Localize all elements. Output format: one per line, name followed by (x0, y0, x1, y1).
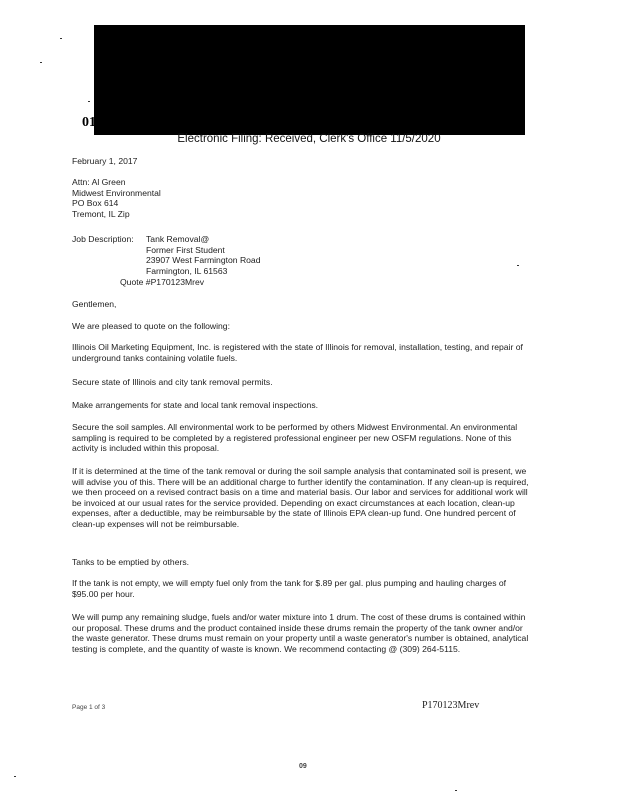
paragraph-tanks-emptied: Tanks to be emptied by others. (72, 557, 190, 567)
recipient-line: Tremont, IL Zip (72, 208, 130, 219)
job-line: 23907 West Farmington Road (146, 255, 261, 266)
page-label: Page 1 of 3 (72, 704, 106, 711)
redaction-block (94, 25, 525, 135)
edge-text: 01 (82, 115, 96, 130)
recipient-line: Midwest Environmental (72, 187, 161, 198)
scan-speck (455, 790, 457, 791)
quote-line: Quote #P170123Mrev (120, 277, 205, 287)
paragraph-drums: We will pump any remaining sludge, fuels and/or water mixture into 1 drum. The cost of these drums is contained within our proposal. These drums and the product contained inside these drums remain the property of the tank owner and/or the waste generator. These drums must remain on your property until a waste generator's number is obtained, analytical testing is complete, and the quantity of waste is known. We recommend contacting @ (309) 264-5115. (72, 612, 529, 654)
scan-speck (14, 776, 16, 777)
paragraph-inspections: Make arrangements for state and local tank removal inspections. (72, 400, 319, 410)
job-line: Farmington, IL 61563 (146, 265, 228, 276)
job-line: Former First Student (146, 244, 225, 255)
recipient-line: Attn: Al Green (72, 177, 126, 187)
paragraph-registration: Illinois Oil Marketing Equipment, Inc. is registered with the state of Illinois for removal, installation, testing, and repair of underground tanks containing volatile fuels. (72, 342, 523, 363)
document-id: P170123Mrev (422, 700, 480, 711)
recipient-line: PO Box 614 (72, 198, 119, 209)
recipient-block (72, 177, 161, 219)
letter-date: February 1, 2017 (72, 156, 138, 166)
filing-stamp: Electronic Filing: Received, Clerk's Office 11/5/2020 (177, 133, 441, 145)
job-description-label: Job Description: (72, 234, 134, 244)
salutation: Gentlemen, (72, 299, 117, 309)
paragraph-fuel-charges: If the tank is not empty, we will empty fuel only from the tank for $.89 per gal. plus pumping and hauling charges of $95.00 per hour. (72, 578, 507, 599)
paragraph-soil-samples: Secure the soil samples. All environmental work to be performed by others Midwest Environmental. An environmental sampling is required to be completed by a registered professional engineer per new OSFM regulations. None of this activity is included within this proposal. (72, 422, 518, 454)
paragraph-permits: Secure state of Illinois and city tank removal permits. (72, 377, 273, 387)
scan-speck (60, 38, 62, 39)
intro-line: We are pleased to quote on the following: (72, 321, 230, 331)
scan-speck (88, 101, 90, 102)
paragraph-contamination: If it is determined at the time of the tank removal or during the soil sample analysis that contaminated soil is present, we will advise you of this. There will be an additional charge to further identify the contamination. If any clean-up is required, we then proceed on a revised contract basis on a time and material basis. Our labor and services for additional work will be invoiced at our usual rates for the service provided. Depending on exact circumstances at each location, clean-up expenses, after a deductible, may be reimbursable by the state of Illinois EPA clean-up fund. One hundred percent of clean-up expenses will not be reimbursable. (72, 466, 529, 529)
job-line: Tank Removal@ (146, 234, 210, 244)
scan-speck (517, 265, 519, 266)
page-number: 09 (299, 763, 307, 770)
job-description (146, 234, 261, 276)
scan-speck (40, 62, 42, 63)
